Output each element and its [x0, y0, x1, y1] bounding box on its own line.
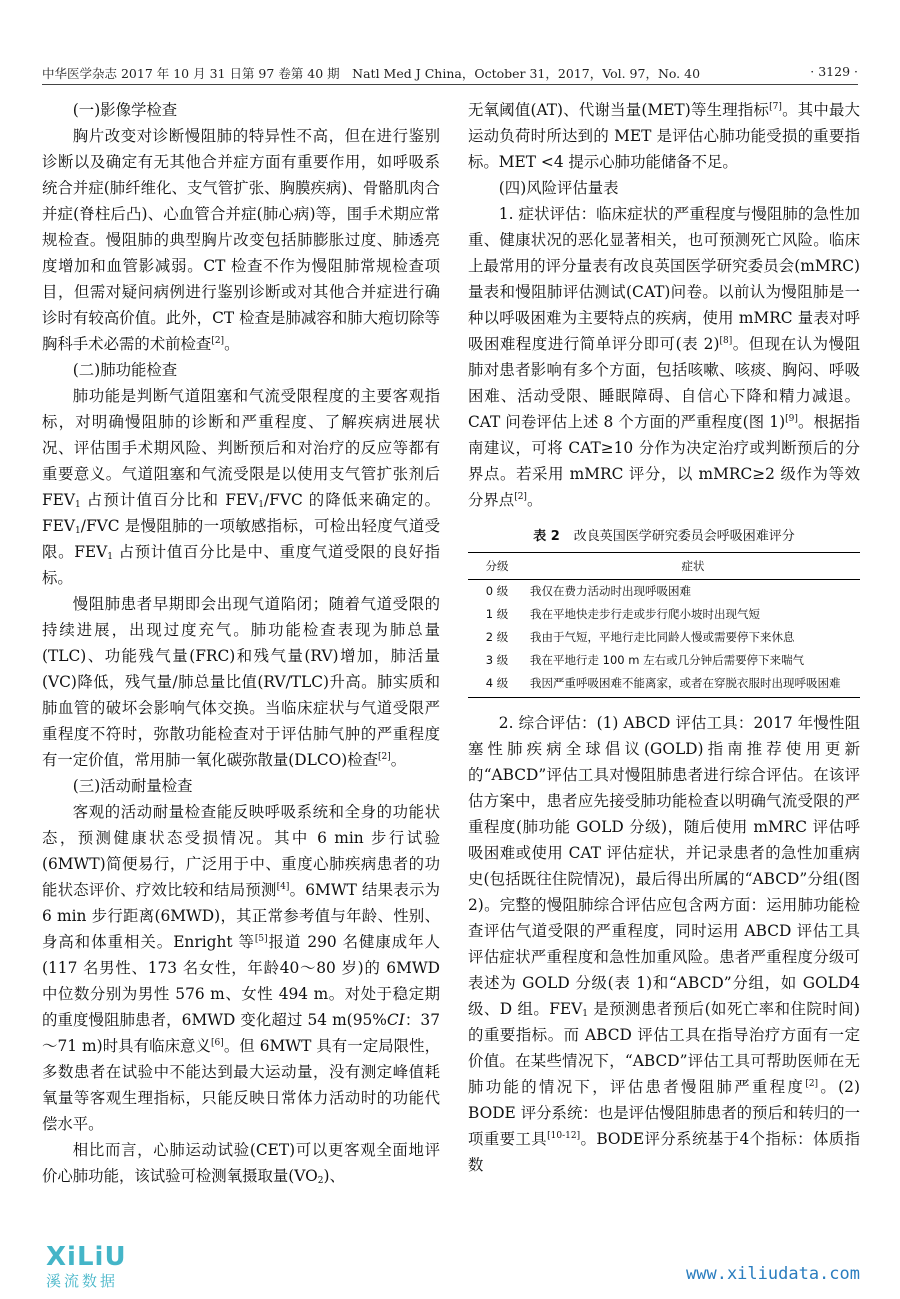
right-column	[468, 97, 860, 1247]
page-number: · 3129 ·	[810, 64, 858, 79]
logo-text: 溪流数据	[46, 1272, 119, 1290]
paragraph-exercise-2: 相比而言，心肺运动试验(CET)可以更客观全面地评价心肺功能，该试验可检测氧摄取量$(VO_2)$、	[42, 1141, 440, 1186]
watermark-logo	[46, 1244, 166, 1290]
paragraph-exercise-1: 客观的活动耐量检查能反映呼吸系统和全身的功能状态，预测健康状态受损情况。其中 6 min 步行试验(6MWT)简便易行，广泛用于中、重度心肺疾病患者的功能状态评价、疗效比较和结局预测[4]。6MWT 结果表示为 6 min 步行距离(6MWD)，其正常参考值与年龄、性别、身高和体重相关。Enright 等[5]报道 290 名健康成年人(117 名男性、173 名女性，年龄40～80 岁)的 6MWD 中位数分别为男性 576 m、女性 494 m。对处于稳定期的重度慢阻肺患者，6MWD 变化超过 54 m(95%CI：37～71 m)时具有临床意义[6]。但 6MWT 具有一定局限性，多数患者在试验中不能达到最大运动量，没有测定峰值耗氧量等客观生理指标，只能反映日常体力活动时的功能代偿水平。	[42, 803, 440, 1133]
left-column	[42, 97, 440, 1247]
section-heading-risk-scales: (四)风险评估量表	[498, 179, 619, 197]
table-header-grade: 分级	[468, 553, 526, 580]
table-row: 1 级 我在平地快走步行走或步行爬小坡时出现气短	[485, 607, 760, 621]
table-caption: 表 2 改良英国医学研究委员会呼吸困难评分	[533, 529, 795, 544]
running-header	[42, 62, 858, 85]
paragraph-lung-function-1: 肺功能是判断气道阻塞和气流受限程度的主要客观指标，对明确慢阻肺的诊断和严重程度、了解疾病进展状况、评估围手术期风险、判断预后和对治疗的反应等都有重要意义。气道阻塞和气流受限是以使用支气管扩张剂后 $FEV_1$ 占预计值百分比和 $FEV_1$/FVC 的降低来确定的。$FEV_1$/FVC 是慢阻肺的一项敏感指标，可检出轻度气道受限。$FEV_1$ 占预计值百分比是中、重度气道受限的良好指标。	[42, 387, 440, 587]
paragraph-comprehensive-assessment: 2. 综合评估：(1) ABCD 评估工具：2017 年慢性阻塞性肺疾病全球倡议(GOLD)指南推荐使用更新的“ABCD”评估工具对慢阻肺患者进行综合评估。在该评估方案中，患者应先接受肺功能检查以明确气流受限的严重程度(肺功能 GOLD 分级)，随后使用 mMRC 评估呼吸困难或使用 CAT 评估症状，并记录患者的急性加重病史(包括既往住院情况)，最后得出所属的“ABCD”分组(图 2)。完整的慢阻肺综合评估应包含两方面：运用肺功能检查评估气道受限的严重程度，同时运用 ABCD 评估工具评估症状严重程度和急性加重风险。患者严重程度分级可表述为 GOLD 分级(表 1)和“ABCD”分组，如 GOLD4 级、D 组。$FEV_1$ 是预测患者预后(如死亡率和住院时间)的重要指标。而 ABCD 评估工具在指导治疗方面有一定价值。在某些情况下，“ABCD”评估工具可帮助医师在无肺功能的情况下，评估患者慢阻肺严重程度[2]。(2) BODE 评分系统：也是评估慢阻肺患者的预后和转归的一项重要工具[10-12]。BODE评分系统基于4个指标：体质指数	[468, 714, 860, 1174]
paragraph-symptom-assessment: 1. 症状评估：临床症状的严重程度与慢阻肺的急性加重、健康状况的恶化显著相关，也可预测死亡风险。临床上最常用的评分量表有改良英国医学研究委员会(mMRC)量表和慢阻肺评估测试(CAT)问卷。以前认为慢阻肺是一种以呼吸困难为主要特点的疾病，使用 mMRC 量表对呼吸困难程度进行简单评分即可(表 2)[8]。但现在认为慢阻肺对患者影响有多个方面，包括咳嗽、咳痰、胸闷、呼吸困难、活动受限、睡眠障碍、自信心下降和精力减退。CAT 问卷评估上述 8 个方面的严重程度(图 1)[9]。根据指南建议，可将 CAT≥10 分作为决定治疗或判断预后的分界点。若采用 mMRC 评分，以 mMRC≥2 级作为等效分界点[2]。	[468, 205, 860, 509]
section-heading-lung-function: (二)肺功能检查	[72, 361, 178, 379]
table-header-symptom: 症状	[526, 553, 860, 580]
journal-citation: 中华医学杂志 2017 年 10 月 31 日第 97 卷第 40 期 Natl Med J China，October 31，2017，Vol. 97，No. 40	[42, 66, 701, 81]
watermark-url[interactable]: www.xiliudata.com	[686, 1264, 860, 1284]
table-row: 2 级 我由于气短，平地行走比同龄人慢或需要停下来休息	[485, 630, 795, 644]
section-heading-imaging: (一)影像学检查	[72, 101, 178, 119]
paragraph-cet-continued: 无氧阈值(AT)、代谢当量(MET)等生理指标[7]。其中最大运动负荷时所达到的 MET 是评估心肺功能受损的重要指标。MET <4 提示心肺功能储备不足。	[468, 101, 860, 171]
table-row: 4 级 我因严重呼吸困难不能离家，或者在穿脱衣服时出现呼吸困难	[468, 672, 860, 698]
paragraph-imaging: 胸片改变对诊断慢阻肺的特异性不高，但在进行鉴别诊断以及确定有无其他合并症方面有重要作用，如呼吸系统合并症(肺纤维化、支气管扩张、胸膜疾病)、骨骼肌肉合并症(脊柱后凸)、心血管合并症(肺心病)等，围手术期应常规检查。慢阻肺的典型胸片改变包括肺膨胀过度、肺透亮度增加和血管影减弱。CT 检查不作为慢阻肺常规检查项目，但需对疑问病例进行鉴别诊断或对其他合并症进行确诊时有较高价值。此外，CT 检查是肺减容和肺大疱切除等胸科手术必需的术前检查[2]。	[42, 127, 440, 353]
paragraph-lung-function-2: 慢阻肺患者早期即会出现气道陷闭；随着气道受限的持续进展，出现过度充气。肺功能检查表现为肺总量(TLC)、功能残气量(FRC)和残气量(RV)增加，肺活量(VC)降低，残气量/肺总量比值(RV/TLC)升高。肺实质和肺血管的破坏会影响气体交换。当临床症状与气道受限严重程度不符时，弥散功能检查对于评估肺气肿的严重程度有一定价值，常用肺一氧化碳弥散量(DLCO)检查[2]。	[42, 595, 440, 769]
table-row: 0 级 我仅在费力活动时出现呼吸困难	[485, 584, 691, 598]
table-row: 3 级 我在平地行走 100 m 左右或几分钟后需要停下来喘气	[485, 653, 805, 667]
section-heading-exercise: (三)活动耐量检查	[72, 777, 193, 795]
mmrc-table	[468, 552, 860, 698]
logo-mark: XiLiU	[46, 1242, 127, 1272]
